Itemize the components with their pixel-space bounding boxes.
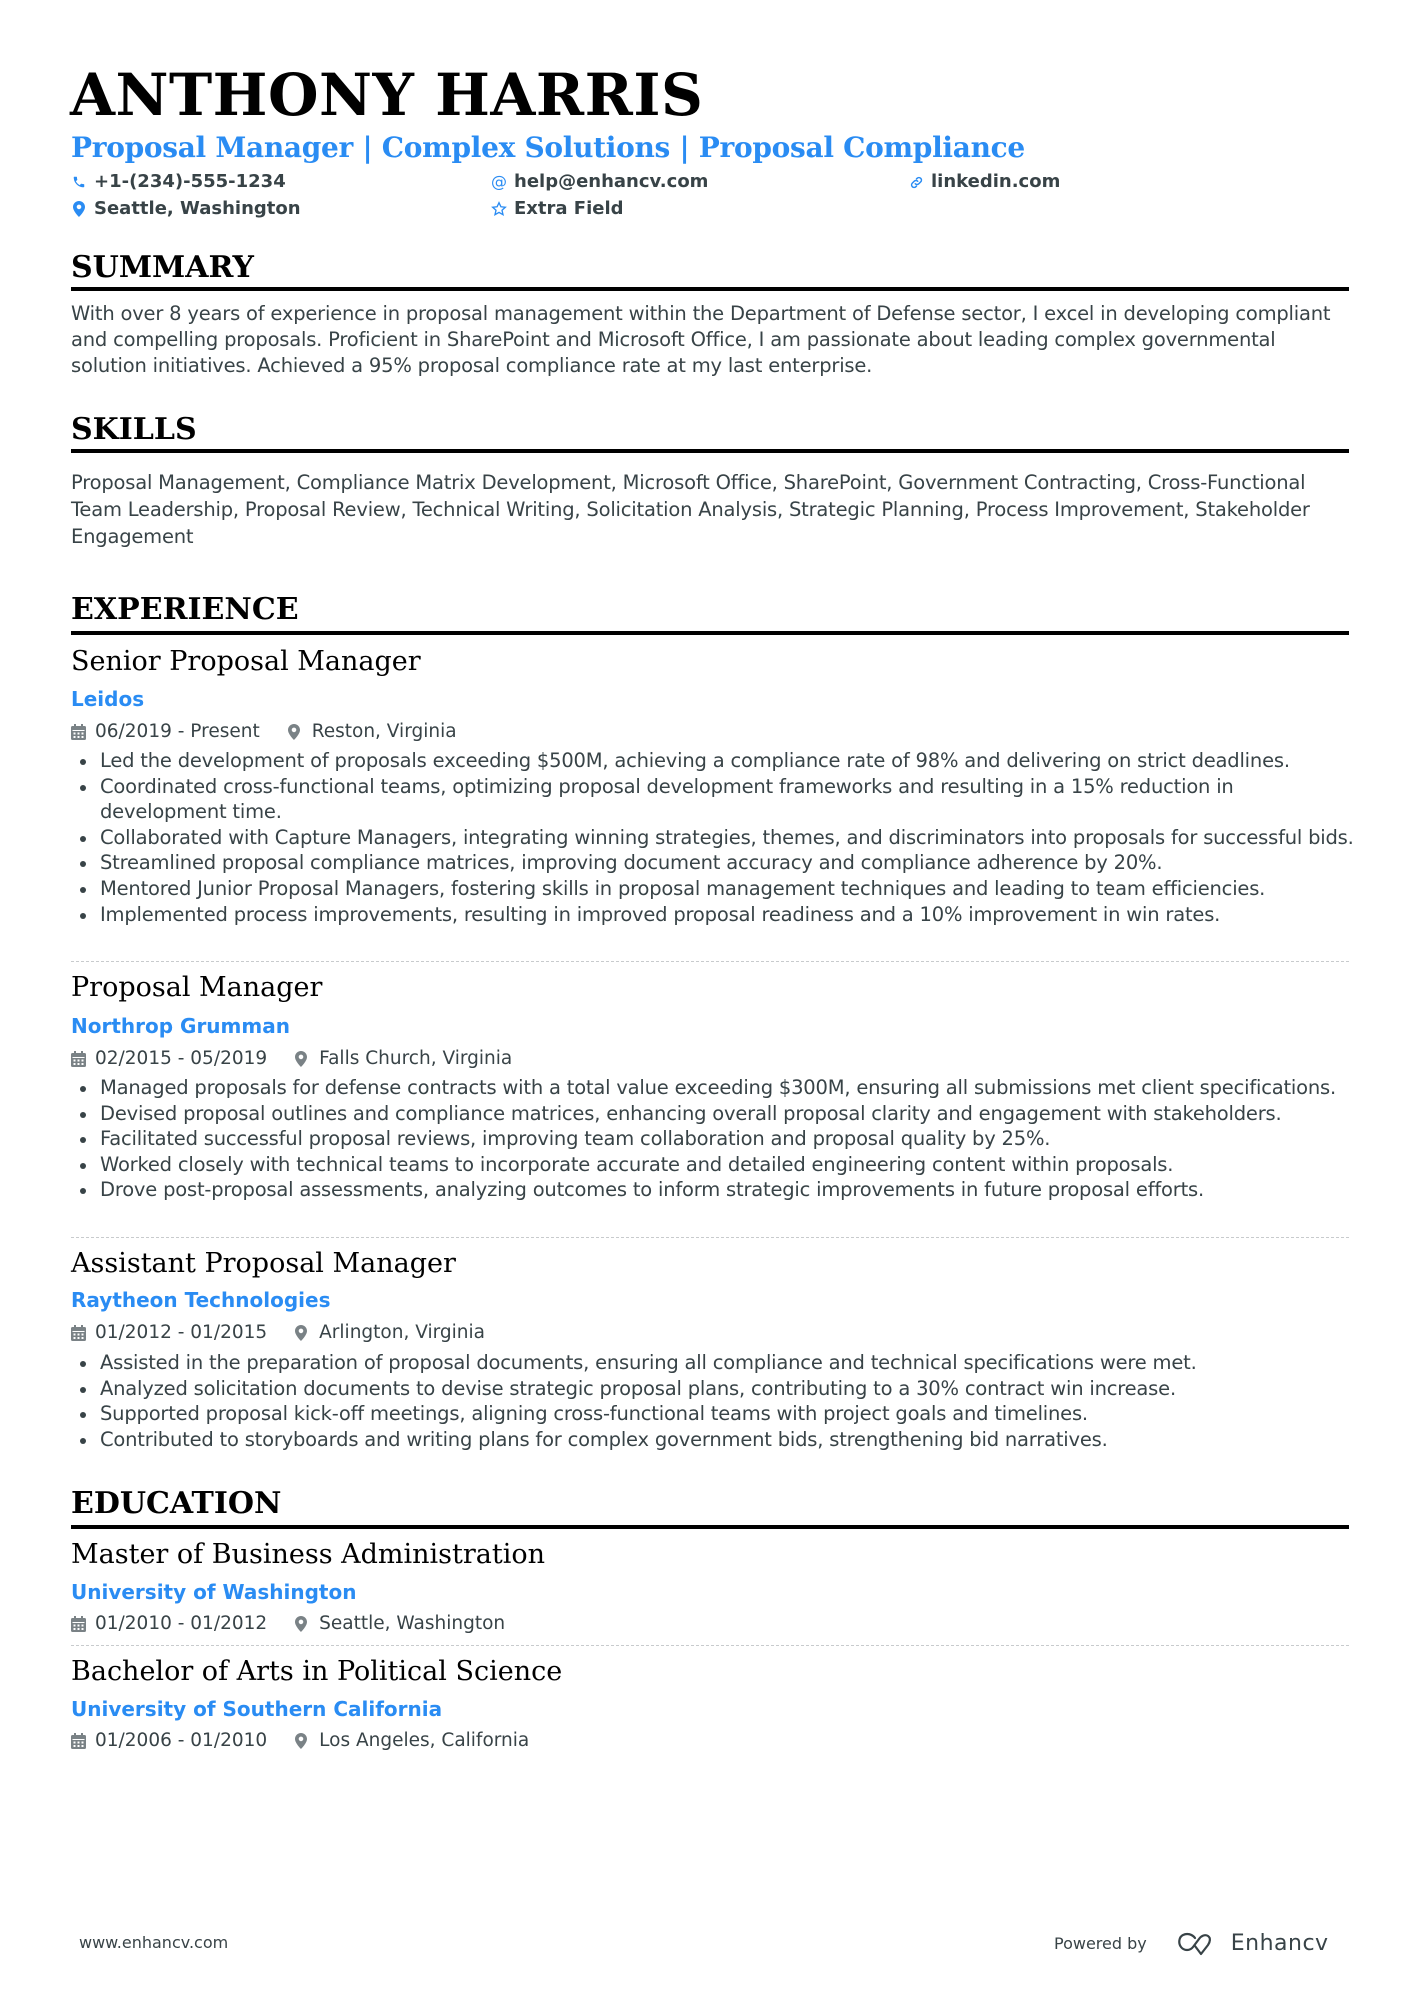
education-meta: 01/2010 - 01/2012 Seattle, Washington — [71, 1612, 505, 1636]
link-icon — [908, 174, 924, 190]
headline: Proposal Manager | Complex Solutions | Proposal Compliance — [71, 131, 1025, 164]
calendar-icon — [71, 1325, 87, 1341]
candidate-name: ANTHONY HARRIS — [70, 61, 704, 129]
job-meta: 02/2015 - 05/2019 Falls Church, Virginia — [71, 1047, 512, 1071]
job-bullets — [71, 1075, 1356, 1203]
bullet-item: Drove post-proposal assessments, analyzing outcomes to inform strategic improvements in future proposal efforts. — [71, 1177, 1356, 1203]
contact-linkedin[interactable]: linkedin.com — [908, 170, 1060, 194]
job-title: Senior Proposal Manager — [71, 646, 421, 677]
location-pin-icon — [71, 201, 87, 217]
job-title: Assistant Proposal Manager — [71, 1248, 456, 1279]
degree-title: Bachelor of Arts in Political Science — [71, 1656, 563, 1687]
education-meta: 01/2006 - 01/2010 Los Angeles, California — [71, 1729, 529, 1753]
calendar-icon — [71, 1733, 87, 1749]
calendar-icon — [71, 1051, 87, 1067]
job-title: Proposal Manager — [71, 972, 323, 1003]
star-icon — [491, 201, 507, 217]
enhancv-logo-icon — [1175, 1930, 1221, 1956]
bullet-item: Led the development of proposals exceeding $500M, achieving a compliance rate of 98% and delivering on strict deadlines. — [71, 748, 1356, 774]
summary-heading: SUMMARY — [71, 250, 254, 285]
section-divider — [71, 449, 1349, 453]
calendar-icon — [71, 724, 87, 740]
entry-separator — [71, 1237, 1349, 1238]
bullet-item: Managed proposals for defense contracts with a total value exceeding $300M, ensuring all submissions met client specifications. — [71, 1075, 1356, 1101]
location-pin-icon — [295, 1733, 311, 1749]
bullet-item: Facilitated successful proposal reviews, improving team collaboration and proposal quality by 25%. — [71, 1126, 1356, 1152]
school-name: University of Southern California — [71, 1697, 443, 1721]
job-bullets — [71, 1350, 1356, 1452]
contact-location: Seattle, Washington — [71, 197, 301, 221]
bullet-item: Mentored Junior Proposal Managers, fostering skills in proposal management techniques and leading to team efficiencies. — [71, 876, 1356, 902]
phone-icon — [71, 174, 87, 190]
bullet-item: Devised proposal outlines and compliance matrices, enhancing overall proposal clarity and engagement with stakeholders. — [71, 1101, 1356, 1127]
skills-heading: SKILLS — [71, 412, 197, 447]
bullet-item: Contributed to storyboards and writing plans for complex government bids, strengthening bid narratives. — [71, 1427, 1356, 1453]
bullet-item: Worked closely with technical teams to incorporate accurate and detailed engineering content within proposals. — [71, 1152, 1356, 1178]
education-heading: EDUCATION — [71, 1486, 282, 1521]
company-name: Leidos — [71, 687, 145, 711]
entry-separator — [71, 1645, 1349, 1646]
summary-text: With over 8 years of experience in proposal management within the Department of Defense sector, I excel in developing compliant and compelling proposals. Proficient in SharePoint and Microsoft Office, I am passionate about leading complex governmental solution initiatives. Achieved a 95% proposal compliance rate at my last enterprise. — [71, 302, 1331, 377]
calendar-icon — [71, 1616, 87, 1632]
contact-phone: +1-(234)-555-1234 — [71, 170, 286, 194]
school-name: University of Washington — [71, 1580, 357, 1604]
location-pin-icon — [288, 724, 304, 740]
bullet-item: Streamlined proposal compliance matrices, improving document accuracy and compliance adherence by 20%. — [71, 850, 1356, 876]
footer-website-link[interactable]: www.enhancv.com — [79, 1933, 229, 1952]
bullet-item: Assisted in the preparation of proposal documents, ensuring all compliance and technical specifications were met. — [71, 1350, 1356, 1376]
company-name: Raytheon Technologies — [71, 1288, 331, 1312]
job-meta: 01/2012 - 01/2015 Arlington, Virginia — [71, 1321, 485, 1345]
contact-extra-field: Extra Field — [491, 197, 624, 221]
powered-by[interactable] — [1054, 1930, 1329, 1956]
degree-title: Master of Business Administration — [71, 1539, 546, 1570]
job-bullets — [71, 748, 1356, 927]
bullet-item: Implemented process improvements, resulting in improved proposal readiness and a 10% improvement in win rates. — [71, 902, 1356, 928]
location-pin-icon — [295, 1051, 311, 1067]
section-divider — [71, 631, 1349, 635]
location-pin-icon — [295, 1325, 311, 1341]
section-divider — [71, 1525, 1349, 1529]
entry-separator — [71, 961, 1349, 962]
experience-heading: EXPERIENCE — [71, 592, 299, 627]
bullet-item: Supported proposal kick-off meetings, aligning cross-functional teams with project goals and timelines. — [71, 1401, 1356, 1427]
at-icon: @ — [491, 172, 507, 191]
enhancv-brand: Enhancv — [1230, 1930, 1329, 1956]
powered-by-label: Powered by — [1054, 1933, 1147, 1953]
bullet-item: Collaborated with Capture Managers, integrating winning strategies, themes, and discriminators into proposals for successful bids. — [71, 825, 1356, 851]
section-divider — [71, 287, 1349, 291]
job-meta: 06/2019 - Present Reston, Virginia — [71, 720, 457, 744]
skills-text: Proposal Management, Compliance Matrix Development, Microsoft Office, SharePoint, Government Contracting, Cross-Functional Team Leadership, Proposal Review, Technical Writing, Solicitation Analysis, Strategic Planning, Process Improvement, Stakeholder Engagement — [71, 471, 1310, 548]
bullet-item: Coordinated cross-functional teams, optimizing proposal development frameworks and resulting in a 15% reduction in development time. — [71, 774, 1356, 825]
location-pin-icon — [295, 1616, 311, 1632]
bullet-item: Analyzed solicitation documents to devise strategic proposal plans, contributing to a 30% contract win increase. — [71, 1376, 1356, 1402]
company-name: Northrop Grumman — [71, 1014, 290, 1038]
contact-email[interactable]: @ help@enhancv.com — [491, 171, 709, 192]
